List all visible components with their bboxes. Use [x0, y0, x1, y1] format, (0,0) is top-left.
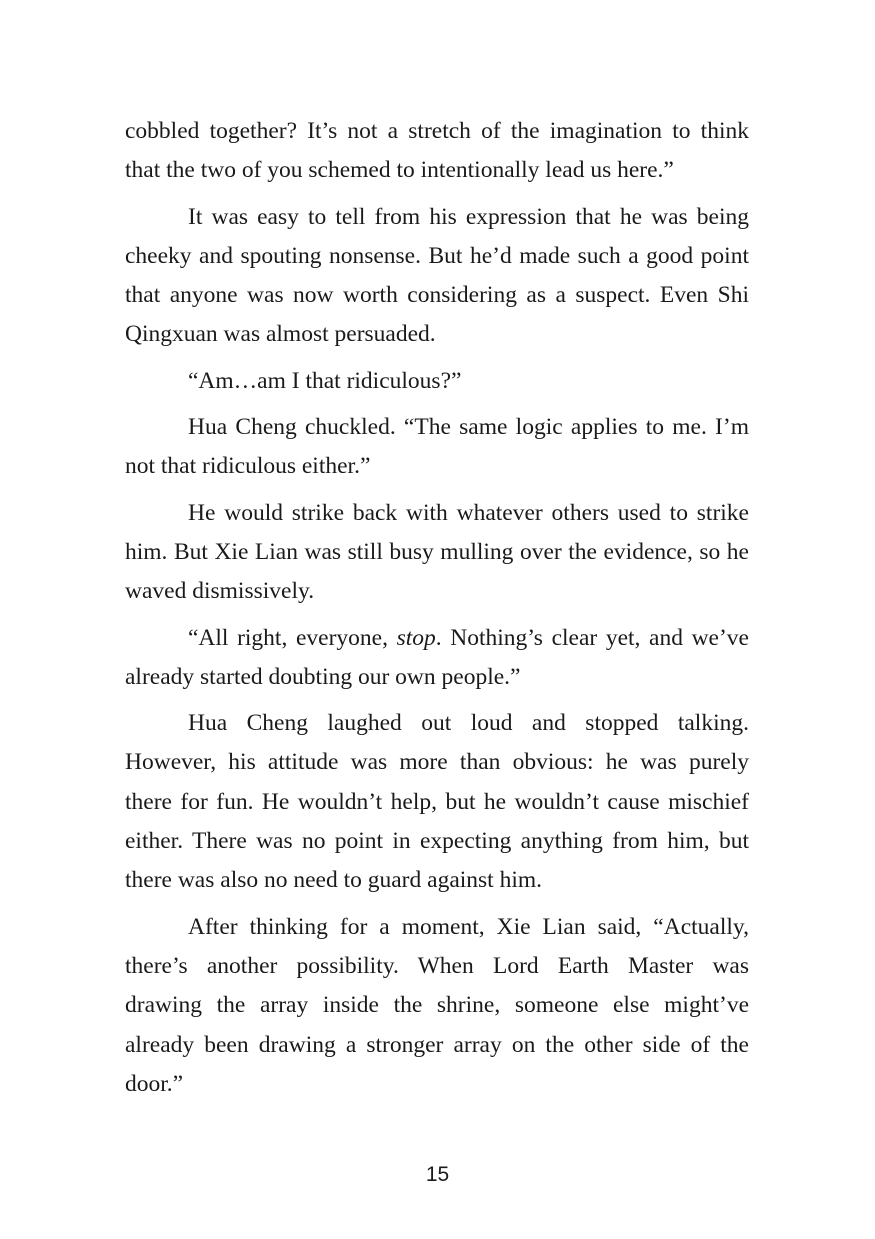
text-line: there for fun. He wouldn’t help, but he wouldn’t cause mischief [125, 788, 749, 815]
text-line: already started doubting our own people.” [125, 663, 521, 690]
paragraph-3 [125, 362, 749, 401]
text-line: After thinking for a moment, Xie Lian said, “Actually, [188, 913, 749, 940]
text-line: Hua Cheng laughed out loud and stopped talking. [188, 710, 749, 737]
text-line: “Am…am I that ridiculous?” [188, 367, 462, 394]
text-line: waved dismissively. [125, 578, 315, 605]
text-line: However, his attitude was more than obvious: he was purely [125, 749, 749, 776]
text-line: that the two of you schemed to intentionally lead us here.” [125, 157, 674, 184]
text-line-rich [125, 619, 749, 658]
text-line: either. There was no point in expecting anything from him, but [125, 828, 749, 855]
text-line: there’s another possibility. When Lord Earth Master was [125, 952, 749, 979]
paragraph-8 [125, 908, 749, 1104]
text-line: door.” [125, 1070, 184, 1097]
paragraph-5 [125, 494, 749, 612]
text-run: “All right, everyone, [188, 624, 397, 651]
text-line: Qingxuan was almost persuaded. [125, 321, 436, 348]
text-line: Hua Cheng chuckled. “The same logic applies to me. I’m [188, 414, 749, 441]
text-line: cobbled together? It’s not a stretch of the imagination to think [125, 118, 749, 144]
page-number: 15 [425, 1163, 450, 1186]
text-line: cheeky and spouting nonsense. But he’d made such a good point [125, 242, 749, 269]
paragraph-4 [125, 408, 749, 487]
text-line: already been drawing a stronger array on the other side of the [125, 1031, 749, 1058]
text-line: not that ridiculous either.” [125, 453, 371, 480]
text-line: him. But Xie Lian was still busy mulling over the evidence, so he [125, 538, 749, 565]
body-text [125, 112, 749, 1111]
paragraph-7 [125, 704, 749, 900]
text-run: . Nothing’s clear yet, and we’ve [435, 624, 749, 651]
text-line: there was also no need to guard against him. [125, 867, 543, 894]
text-line: drawing the array inside the shrine, someone else might’ve [125, 992, 749, 1019]
text-line: It was easy to tell from his expression that he was being [188, 203, 749, 230]
paragraph-2 [125, 198, 749, 355]
paragraph-6 [125, 619, 749, 698]
text-line: He would strike back with whatever others used to strike [188, 499, 749, 526]
paragraph-1 [125, 112, 749, 191]
text-line: that anyone was now worth considering as a suspect. Even Shi [125, 282, 749, 309]
italic-emphasis: stop [396, 624, 436, 651]
